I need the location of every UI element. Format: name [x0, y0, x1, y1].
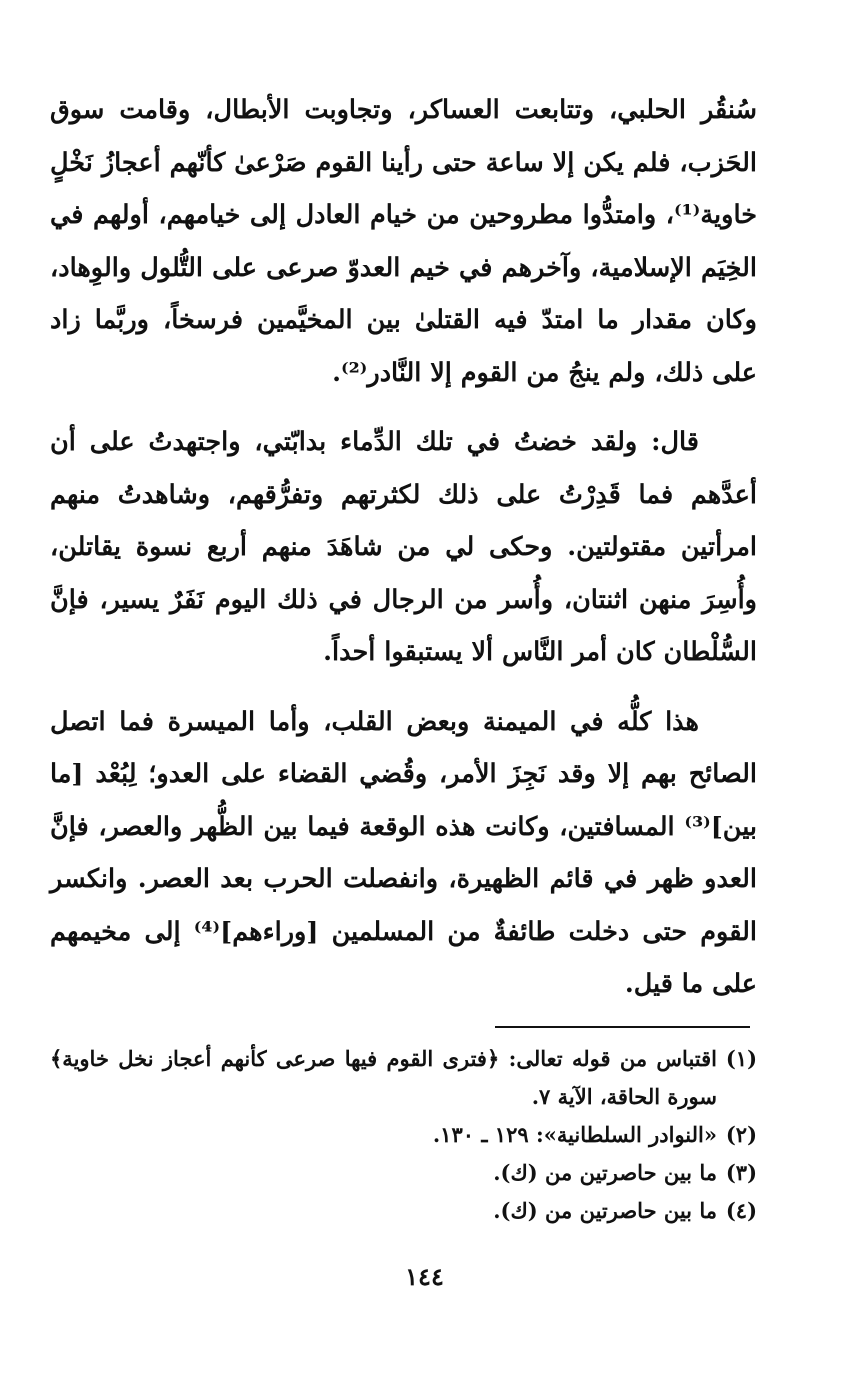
- footnotes: [50, 1040, 757, 1230]
- footnote-number: (١): [725, 1046, 757, 1071]
- footnote-text: اقتباس من قوله تعالى: ﴿فترى القوم فيها صرعى كأنهم أعجاز نخل خاوية﴾ سورة الحاقة، الآية ٧.: [50, 1046, 717, 1109]
- page-number: ١٤٤: [405, 1262, 444, 1291]
- paragraph-3: هذا كلُّه في الميمنة وبعض القلب، وأما الميسرة فما اتصل الصائح بهم إلا وقد نَجِزَ الأمر، وقُضي القضاء على العدو؛ لِبُعْد [ما بين]⁽³⁾ المسافتين، وكانت هذه الوقعة فيما بين الظُّهر والعصر، فإنَّ العدو ظهر في قائم الظهيرة، وانفصلت الحرب بعد العصر. وانكسر القوم حتى دخلت طائفةٌ من المسلمين [وراءهم]⁽⁴⁾ إلى مخيمهم على ما قيل.: [50, 706, 757, 999]
- footnote-3: [50, 1154, 757, 1192]
- paragraph-2: قال: ولقد خضتُ في تلك الدِّماء بدابّتي، واجتهدتُ على أن أعدَّهم فما قَدِرْتُ على ذلك لكثرتهم وتفرُّقهم، وشاهدتُ منهم امرأتين مقتولتين. وحكى لي من شاهَدَ منهم أربع نسوة يقاتلن، وأُسِرَ منهن اثنتان، وأُسر من الرجال في ذلك اليوم نَفَرٌ يسير، فإنَّ السُّلْطان كان أمر النَّاس ألا يستبقوا أحداً.: [50, 427, 757, 667]
- footnote-1: [50, 1040, 757, 1116]
- footnote-text: «النوادر السلطانية»: ١٢٩ ـ ١٣٠.: [432, 1122, 717, 1147]
- paragraph-1: سُنقُر الحلبي، وتتابعت العساكر، وتجاوبت الأبطال، وقامت سوق الحَزب، فلم يكن إلا ساعة حتى رأينا القوم صَرْعىٰ كأنّهم أعجازُ نَخْلٍ خاوية⁽¹⁾، وامتدُّوا مطروحين من خيام العادل إلى خيامهم، أولهم في الخِيَم الإسلامية، وآخرهم في خيم العدوّ صرعى على التُّلول والوِهاد، وكان مقدار ما امتدّ فيه القتلىٰ بين المخيَّمين فرسخاً، وربَّما زاد على ذلك، ولم ينجُ من القوم إلا النَّادر⁽²⁾.: [50, 95, 757, 388]
- footnote-number: (٣): [725, 1160, 757, 1185]
- footnote-4: [50, 1192, 757, 1230]
- footnote-text: ما بين حاصرتين من (ك).: [493, 1160, 717, 1185]
- footnote-2: [50, 1116, 757, 1154]
- footnote-number: (٢): [725, 1122, 757, 1147]
- footnote-text: ما بين حاصرتين من (ك).: [493, 1198, 717, 1223]
- main-text: [50, 84, 757, 1028]
- footnote-number: (٤): [725, 1198, 757, 1223]
